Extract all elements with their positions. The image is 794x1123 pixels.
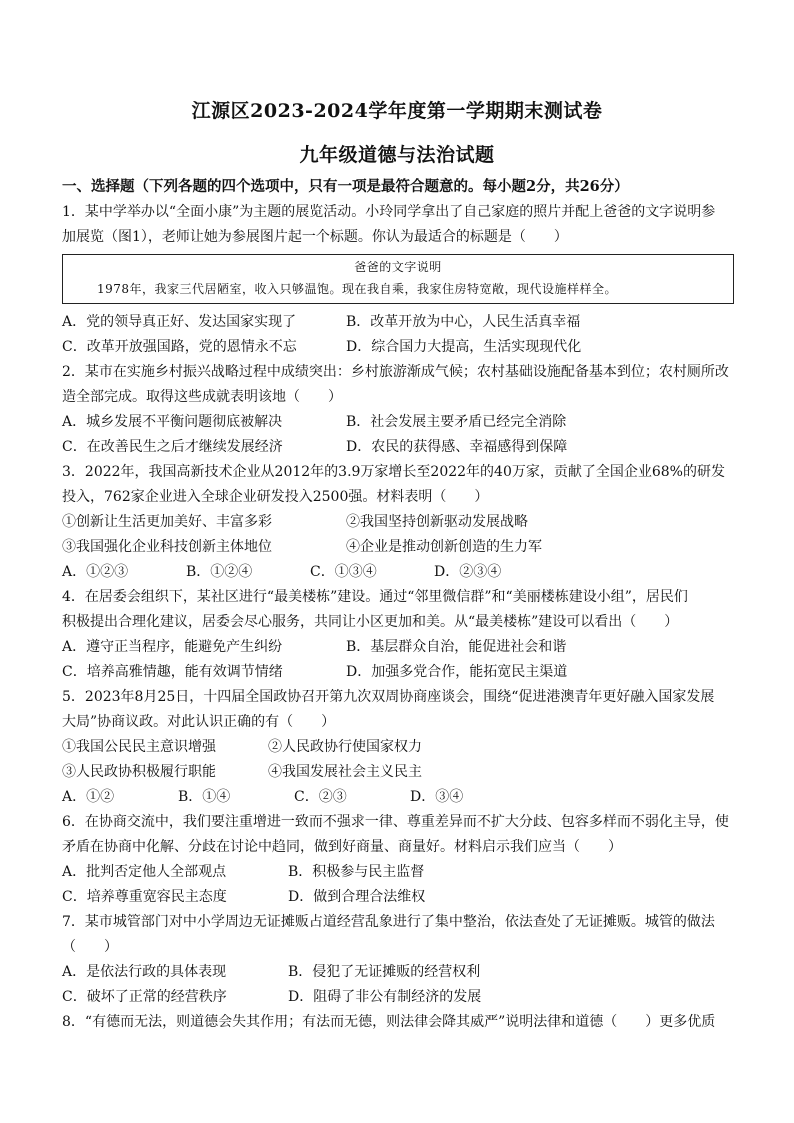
question-4-line-2: 积极提出合理化建议，居委会尽心服务，共同让小区更加和美。从“最美楼栋”建设可以看出（ ） [62, 614, 679, 630]
question-5-option-d: D．③④ [410, 789, 464, 805]
question-1-options-row-2 [62, 335, 734, 360]
question-1-option-d: D．综合国力大提高，生活实现现代化 [346, 339, 582, 355]
question-2-option-b: B．社会发展主要矛盾已经完全消除 [346, 414, 567, 430]
question-6-options-row-2 [62, 885, 734, 910]
question-6-option-a: A．批判否定他人全部观点 [62, 864, 227, 880]
question-6-option-d: D．做到合理合法维权 [288, 889, 426, 905]
question-2-option-c: C．在改善民生之后才继续发展经济 [62, 439, 283, 455]
question-7-option-c: C．破坏了正常的经营秩序 [62, 989, 227, 1005]
question-3-option-d: D．②③④ [434, 564, 502, 580]
question-4-option-a: A．遵守正当程序，能避免产生纠纷 [62, 639, 283, 655]
question-3-option-b: B．①②④ [186, 564, 253, 580]
question-4-option-d: D．加强多党合作，能拓宽民主渠道 [346, 664, 568, 680]
question-2-options-row-2 [62, 435, 734, 460]
question-5-line-1: 5．2023年8月25日，十四届全国政协召开第九次双周协商座谈会，围绕“促进港澳青年更好融入国家发展 [62, 689, 715, 705]
question-3-line-2: 投入，762家企业进入全球企业研发投入2500强。材料表明（ ） [62, 489, 489, 505]
question-5-option-a: A．①② [62, 789, 115, 805]
question-3-statement-1: ①创新让生活更加美好、丰富多彩 [62, 514, 272, 530]
figure-1-caption: 爸爸的文字说明 [354, 260, 442, 274]
question-5-statement-2: ②人民政协行使国家权力 [268, 739, 422, 755]
question-7-option-b: B．侵犯了无证摊贩的经营权利 [288, 964, 481, 980]
question-5-option-c: C．②③ [294, 789, 347, 805]
exam-subtitle: 九年级道德与法治试题 [299, 144, 495, 166]
question-6-line-2: 矛盾在协商中化解、分歧在讨论中趋同，做到好商量、商量好。材料启示我们应当（ ） [62, 839, 622, 855]
question-3-options [62, 560, 734, 585]
question-2-options-row-1 [62, 410, 734, 435]
question-3-statement-2: ②我国坚持创新驱动发展战略 [346, 514, 528, 530]
question-5-line-2: 大局”协商议政。对此认识正确的有（ ） [62, 714, 336, 730]
question-2-line-2: 造全部完成。取得这些成就表明该地（ ） [62, 389, 342, 405]
question-1-option-c: C．改革开放强国路，党的恩情永不忘 [62, 339, 297, 355]
question-6-line-1: 6．在协商交流中，我们要注重增进一致而不强求一律、尊重差异而不扩大分歧、包容多样而不弱化主导，使 [62, 814, 729, 830]
section-heading: 一、选择题（下列各题的四个选项中，只有一项是最符合题意的。每小题2分，共26分） [62, 178, 629, 195]
exam-title: 江源区2023-2024学年度第一学期期末测试卷 [191, 100, 603, 122]
question-5-statements-row-1 [62, 735, 734, 760]
question-3-statement-4: ④企业是推动创新创造的生力军 [346, 539, 542, 555]
question-4-options-row-2 [62, 660, 734, 685]
question-7-line-1: 7．某市城管部门对中小学周边无证摊贩占道经营乱象进行了集中整治，依法查处了无证摊贩。城管的做法 [62, 914, 715, 930]
question-4-option-b: B．基层群众自治，能促进社会和谐 [346, 639, 567, 655]
figure-1-text: 1978年，我家三代居陋室，收入只够温饱。现在我自乘，我家住房特宽敞，现代设施样样全。 [97, 282, 618, 296]
question-6-option-c: C．培养尊重宽容民主态度 [62, 889, 227, 905]
question-3-line-1: 3．2022年，我国高新技术企业从2012年的3.9万家增长至2022年的40万家，贡献了全国企业68%的研发 [62, 464, 725, 480]
question-list [62, 200, 734, 1035]
question-1-option-a: A．党的领导真正好、发达国家实现了 [62, 314, 297, 330]
question-5-options [62, 785, 734, 810]
question-2-option-d: D．农民的获得感、幸福感得到保障 [346, 439, 568, 455]
question-4-line-1: 4．在居委会组织下，某社区进行“最美楼栋”建设。通过“邻里微信群”和“美丽楼栋建设小组”，居民们 [62, 589, 688, 605]
question-1-option-b: B．改革开放为中心，人民生活真幸福 [346, 314, 581, 330]
question-7-options-row-2 [62, 985, 734, 1010]
figure-1-caption-box [62, 254, 734, 304]
question-5-statement-3: ③人民政协积极履行职能 [62, 764, 216, 780]
question-4-option-c: C．培养高雅情趣，能有效调节情绪 [62, 664, 283, 680]
question-3-option-c: C．①③④ [310, 564, 377, 580]
question-5-statement-4: ④我国发展社会主义民主 [268, 764, 422, 780]
question-5-statements-row-2 [62, 760, 734, 785]
question-3-option-a: A．①②③ [62, 564, 129, 580]
question-7-option-d: D．阻碍了非公有制经济的发展 [288, 989, 482, 1005]
question-6-options-row-1 [62, 860, 734, 885]
question-1-options-row-1 [62, 310, 734, 335]
question-4-options-row-1 [62, 635, 734, 660]
question-7-line-2: （ ） [62, 939, 118, 955]
question-8-line-1: 8．“有德而无法，则道德会失其作用；有法而无德，则法律会降其威严”说明法律和道德（ ）更多优质 [62, 1014, 716, 1030]
question-2-line-1: 2．某市在实施乡村振兴战略过程中成绩突出：乡村旅游渐成气候；农村基础设施配备基本到位；农村厕所改 [62, 364, 729, 380]
question-1-line-2: 加展览（图1），老师让她为参展图片起一个标题。你认为最适合的标题是（ ） [62, 229, 568, 245]
question-3-statements-row-1 [62, 510, 734, 535]
question-2-option-a: A．城乡发展不平衡问题彻底被解决 [62, 414, 283, 430]
question-7-options-row-1 [62, 960, 734, 985]
question-6-option-b: B．积极参与民主监督 [288, 864, 425, 880]
question-3-statements-row-2 [62, 535, 734, 560]
question-7-option-a: A．是依法行政的具体表现 [62, 964, 227, 980]
question-5-option-b: B．①④ [178, 789, 231, 805]
question-5-statement-1: ①我国公民民主意识增强 [62, 739, 216, 755]
question-1-line-1: 1．某中学举办以“全面小康”为主题的展览活动。小玲同学拿出了自己家庭的照片并配上爸爸的文字说明参 [62, 204, 716, 220]
question-3-statement-3: ③我国强化企业科技创新主体地位 [62, 539, 272, 555]
